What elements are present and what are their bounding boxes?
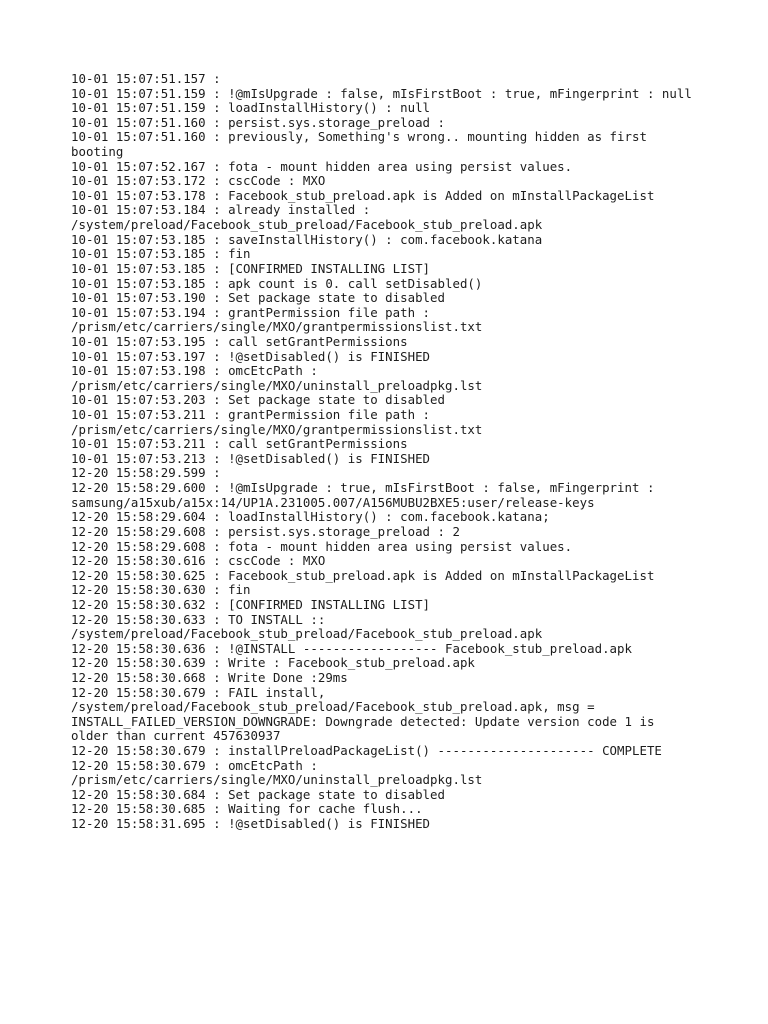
log-line: /prism/etc/carriers/single/MXO/uninstall_preloadpkg.lst (71, 772, 483, 788)
log-line: /prism/etc/carriers/single/MXO/grantpermissionslist.txt (71, 421, 483, 437)
log-line: 10-01 15:07:53.185 : fin (71, 246, 251, 262)
log-line: 10-01 15:07:53.198 : omcEtcPath : (71, 363, 318, 379)
log-line: older than current 457630937 (71, 728, 281, 744)
log-line: 12-20 15:58:30.668 : Write Done :29ms (71, 669, 348, 685)
log-line: 12-20 15:58:30.685 : Waiting for cache flush... (71, 801, 423, 817)
log-line: booting (71, 144, 124, 160)
log-line: 12-20 15:58:29.608 : fota - mount hidden area using persist values. (71, 538, 573, 554)
log-line: 12-20 15:58:30.679 : FAIL install, (71, 684, 326, 700)
log-line: /system/preload/Facebook_stub_preload/Facebook_stub_preload.apk (71, 626, 543, 642)
log-line: 10-01 15:07:53.195 : call setGrantPermissions (71, 333, 408, 349)
log-line: 10-01 15:07:53.172 : cscCode : MXO (71, 173, 326, 189)
log-line: 10-01 15:07:53.194 : grantPermission file path : (71, 304, 431, 320)
log-line: 10-01 15:07:53.203 : Set package state to disabled (71, 392, 445, 408)
log-line: 10-01 15:07:51.157 : (71, 71, 221, 86)
log-line: /system/preload/Facebook_stub_preload/Facebook_stub_preload.apk (71, 217, 543, 233)
log-line: 10-01 15:07:53.213 : !@setDisabled() is FINISHED (71, 450, 431, 466)
log-line: 12-20 15:58:30.684 : Set package state to disabled (71, 786, 445, 802)
log-line: 12-20 15:58:29.608 : persist.sys.storage_preload : 2 (71, 523, 460, 539)
log-line: /prism/etc/carriers/single/MXO/uninstall_preloadpkg.lst (71, 377, 483, 393)
log-line: 12-20 15:58:30.633 : TO INSTALL :: (71, 611, 326, 627)
log-line: 10-01 15:07:53.184 : already installed : (71, 202, 371, 218)
log-line: 10-01 15:07:53.185 : saveInstallHistory() : com.facebook.katana (71, 231, 543, 247)
log-line: 12-20 15:58:29.600 : !@mIsUpgrade : true, mIsFirstBoot : false, mFingerprint : (71, 480, 655, 496)
log-line: 12-20 15:58:30.636 : !@INSTALL ------------------ Facebook_stub_preload.apk (71, 640, 632, 656)
log-line: 10-01 15:07:53.197 : !@setDisabled() is FINISHED (71, 348, 431, 364)
log-line: 12-20 15:58:30.639 : Write : Facebook_stub_preload.apk (71, 655, 475, 671)
log-line: 10-01 15:07:53.185 : apk count is 0. call setDisabled() (71, 275, 483, 291)
log-line: 10-01 15:07:53.211 : grantPermission file path : (71, 407, 431, 423)
log-line: 10-01 15:07:51.159 : !@mIsUpgrade : false, mIsFirstBoot : true, mFingerprint : null (71, 85, 692, 101)
log-line: 12-20 15:58:30.679 : omcEtcPath : (71, 757, 318, 773)
log-line: /system/preload/Facebook_stub_preload/Facebook_stub_preload.apk, msg = (71, 699, 595, 715)
log-line: 10-01 15:07:51.160 : persist.sys.storage_preload : (71, 114, 445, 130)
log-line: 10-01 15:07:51.160 : previously, Something's wrong.. mounting hidden as first (71, 129, 647, 145)
log-line: samsung/a15xub/a15x:14/UP1A.231005.007/A156MUBU2BXE5:user/release-keys (71, 494, 595, 510)
log-line: 12-20 15:58:30.630 : fin (71, 582, 251, 598)
log-line: 12-20 15:58:31.695 : !@setDisabled() is FINISHED (71, 816, 431, 832)
log-line: 10-01 15:07:53.185 : [CONFIRMED INSTALLING LIST] (71, 260, 431, 276)
log-line: INSTALL_FAILED_VERSION_DOWNGRADE: Downgrade detected: Update version code 1 is (71, 713, 655, 729)
log-line: 10-01 15:07:53.211 : call setGrantPermissions (71, 436, 408, 452)
log-line: 10-01 15:07:53.178 : Facebook_stub_preload.apk is Added on mInstallPackageList (71, 187, 655, 203)
log-line: 10-01 15:07:52.167 : fota - mount hidden area using persist values. (71, 158, 573, 174)
log-line: 10-01 15:07:53.190 : Set package state to disabled (71, 290, 445, 306)
log-line: 12-20 15:58:30.625 : Facebook_stub_preload.apk is Added on mInstallPackageList (71, 567, 655, 583)
log-line: 12-20 15:58:29.604 : loadInstallHistory() : com.facebook.katana; (71, 509, 550, 525)
log-line: 10-01 15:07:51.159 : loadInstallHistory() : null (71, 100, 431, 116)
log-text-block (71, 72, 711, 832)
log-line: 12-20 15:58:30.679 : installPreloadPackageList() --------------------- COMPLETE (71, 743, 662, 759)
log-line: 12-20 15:58:30.632 : [CONFIRMED INSTALLING LIST] (71, 596, 431, 612)
log-line: /prism/etc/carriers/single/MXO/grantpermissionslist.txt (71, 319, 483, 335)
log-line: 12-20 15:58:30.616 : cscCode : MXO (71, 553, 326, 569)
log-line: 12-20 15:58:29.599 : (71, 465, 221, 481)
